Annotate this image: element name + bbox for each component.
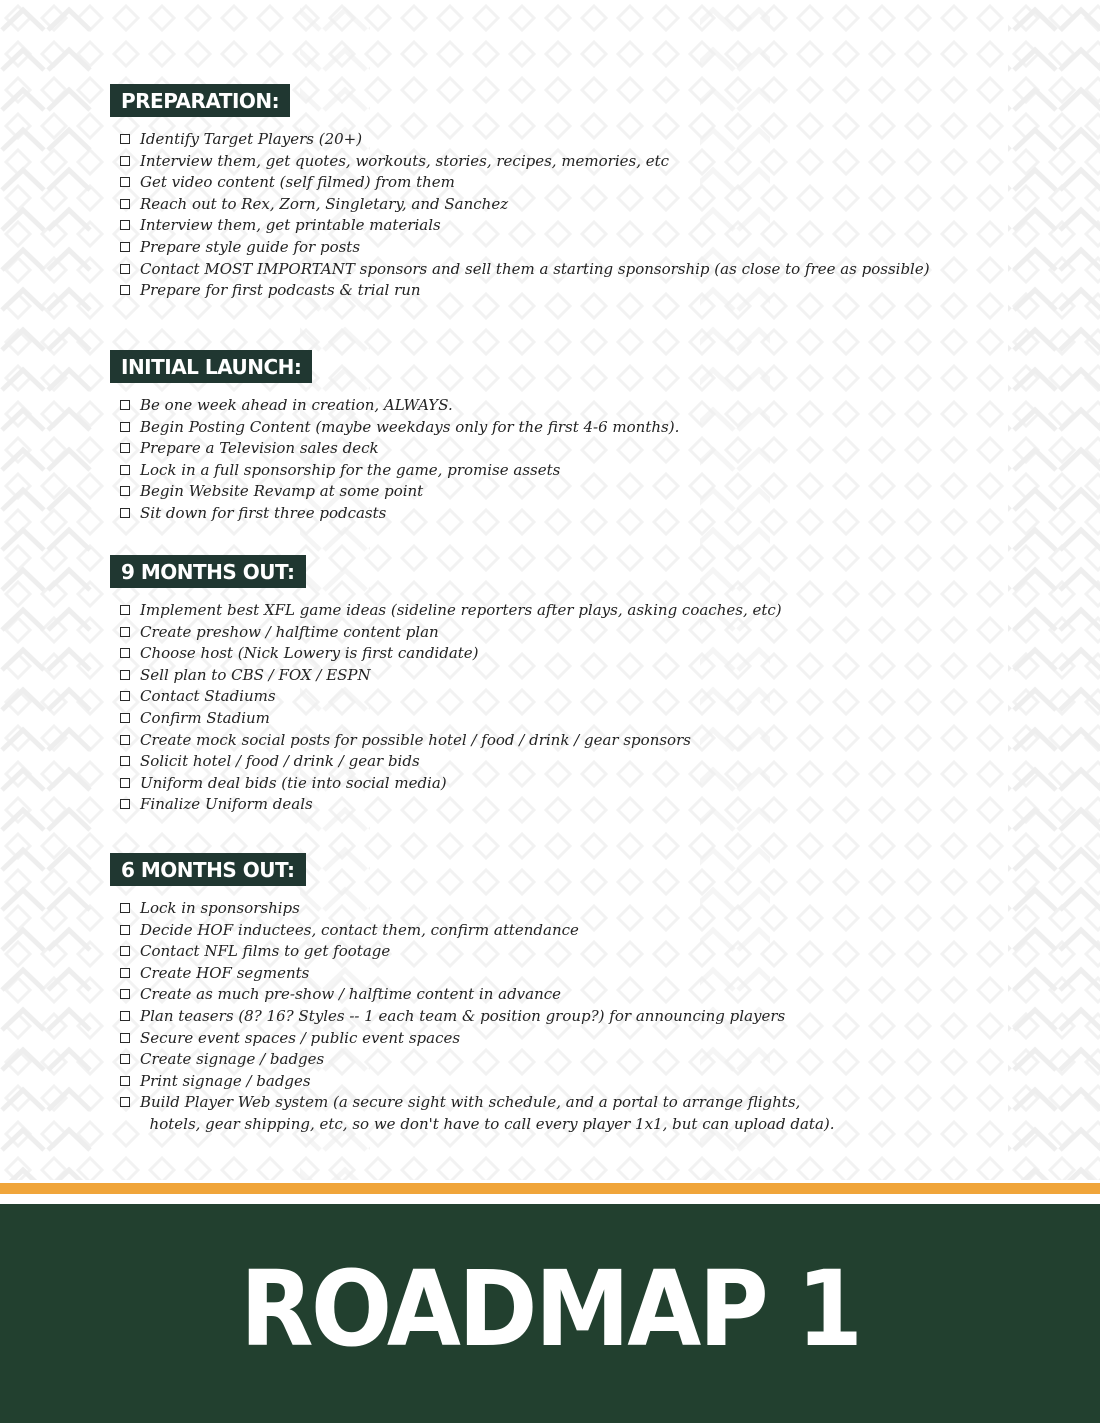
item-text: Prepare style guide for posts [140, 237, 361, 256]
section-header: 6 MONTHS OUT: [110, 853, 306, 886]
checkbox[interactable] [120, 778, 130, 788]
checklist-item [120, 129, 1010, 151]
gold-stripe [0, 1183, 1100, 1194]
item-text: Lock in a full sponsorship for the game, promise assets [140, 460, 561, 479]
item-text: Plan teasers (8? 16? Styles -- 1 each team & position group?) for announcing players [140, 1006, 786, 1025]
item-text: Choose host (Nick Lowery is first candidate) [140, 644, 479, 663]
checklist-item [120, 773, 1010, 795]
item-text: Create HOF segments [140, 963, 310, 982]
footer-banner [0, 1204, 1100, 1423]
item-text: Interview them, get printable materials [140, 216, 441, 235]
checkbox[interactable] [120, 220, 130, 230]
checklist-item [120, 1071, 1010, 1093]
checklist-item [120, 794, 1010, 816]
checklist [110, 395, 1010, 525]
item-text: Decide HOF inductees, contact them, confirm attendance [140, 920, 579, 939]
item-text: Reach out to Rex, Zorn, Singletary, and Sanchez [140, 194, 509, 213]
checklist-item [120, 1092, 1010, 1135]
checkbox[interactable] [120, 946, 130, 956]
item-text: Lock in sponsorships [140, 899, 300, 917]
checklist-item [120, 438, 1010, 460]
item-text: Prepare for first podcasts & trial run [140, 281, 421, 300]
checkbox[interactable] [120, 1097, 130, 1107]
checkbox[interactable] [120, 486, 130, 496]
checkbox[interactable] [120, 443, 130, 453]
checkbox[interactable] [120, 422, 130, 432]
checklist-item [120, 665, 1010, 687]
item-text: Create preshow / halftime content plan [140, 622, 439, 641]
checkbox[interactable] [120, 242, 130, 252]
checkbox[interactable] [120, 465, 130, 475]
section-header: INITIAL LAUNCH: [110, 350, 312, 383]
checklist-item [120, 460, 1010, 482]
checkbox[interactable] [120, 670, 130, 680]
checkbox[interactable] [120, 735, 130, 745]
checklist-item [120, 730, 1010, 752]
checklist-item [120, 417, 1010, 439]
checkbox[interactable] [120, 508, 130, 518]
checkbox[interactable] [120, 799, 130, 809]
checklist-item [120, 215, 1010, 237]
checkbox[interactable] [120, 156, 130, 166]
checkbox[interactable] [120, 1054, 130, 1064]
checkbox[interactable] [120, 925, 130, 935]
item-text: Build Player Web system (a secure sight with schedule, and a portal to arrange flights, hotels, gear shipping, etc, so we don't have to call every player 1x1, but can upload data). [140, 1093, 835, 1133]
item-text: Identify Target Players (20+) [140, 130, 363, 148]
item-text: Interview them, get quotes, workouts, stories, recipes, memories, etc [140, 151, 670, 170]
checklist-item [120, 172, 1010, 194]
checkbox[interactable] [120, 989, 130, 999]
checklist-item [120, 898, 1010, 920]
section-9-months-out [110, 555, 1010, 816]
footer-title: ROADMAP 1 [239, 1247, 861, 1370]
checklist-item [120, 395, 1010, 417]
item-text: Get video content (self filmed) from them [140, 173, 455, 192]
section-header: 9 MONTHS OUT: [110, 555, 306, 588]
checkbox[interactable] [120, 177, 130, 187]
item-text: Create signage / badges [140, 1050, 325, 1069]
item-text: Implement best XFL game ideas (sideline reporters after plays, asking coaches, etc) [140, 601, 782, 619]
checkbox[interactable] [120, 1011, 130, 1021]
checklist-item [120, 751, 1010, 773]
checklist-item [120, 194, 1010, 216]
section-initial-launch [110, 350, 1010, 525]
checkbox[interactable] [120, 968, 130, 978]
checkbox[interactable] [120, 627, 130, 637]
checklist-item [120, 622, 1010, 644]
item-text: Contact Stadiums [140, 687, 276, 706]
checklist-item [120, 1006, 1010, 1028]
item-text: Secure event spaces / public event spaces [140, 1028, 461, 1047]
checkbox[interactable] [120, 903, 130, 913]
checklist-item [120, 686, 1010, 708]
item-text: Uniform deal bids (tie into social media) [140, 773, 447, 792]
section-6-months-out [110, 853, 1010, 1136]
checkbox[interactable] [120, 199, 130, 209]
checklist-item [120, 237, 1010, 259]
item-text: Be one week ahead in creation, ALWAYS. [140, 396, 453, 414]
checklist-item [120, 643, 1010, 665]
item-text: Confirm Stadium [140, 708, 270, 727]
item-text: Begin Website Revamp at some point [140, 482, 424, 501]
checklist-item [120, 280, 1010, 302]
checklist-item [120, 920, 1010, 942]
item-text: Create as much pre-show / halftime content in advance [140, 985, 562, 1004]
checkbox[interactable] [120, 756, 130, 766]
checklist [110, 600, 1010, 816]
checklist-item [120, 151, 1010, 173]
checkbox[interactable] [120, 285, 130, 295]
item-text: Begin Posting Content (maybe weekdays only for the first 4-6 months). [140, 417, 680, 436]
checkbox[interactable] [120, 605, 130, 615]
checkbox[interactable] [120, 400, 130, 410]
checkbox[interactable] [120, 134, 130, 144]
item-text: Prepare a Television sales deck [140, 439, 379, 458]
checkbox[interactable] [120, 648, 130, 658]
section-header: PREPARATION: [110, 84, 290, 117]
checklist-item [120, 708, 1010, 730]
checklist-item [120, 984, 1010, 1006]
item-text: Sell plan to CBS / FOX / ESPN [140, 665, 371, 684]
item-text: Sit down for first three podcasts [140, 503, 387, 522]
checklist-item [120, 963, 1010, 985]
checkbox[interactable] [120, 264, 130, 274]
item-text: Contact NFL films to get footage [140, 942, 391, 961]
checklist-item [120, 259, 1010, 281]
item-text: Contact MOST IMPORTANT sponsors and sell them a starting sponsorship (as close to free as possible) [140, 259, 930, 278]
checklist [110, 898, 1010, 1136]
checklist-item [120, 941, 1010, 963]
checkbox[interactable] [120, 691, 130, 701]
checkbox[interactable] [120, 713, 130, 723]
checklist-item [120, 1049, 1010, 1071]
item-text: Finalize Uniform deals [140, 795, 313, 814]
checkbox[interactable] [120, 1033, 130, 1043]
checklist-item [120, 481, 1010, 503]
checklist-item [120, 503, 1010, 525]
item-text: Create mock social posts for possible hotel / food / drink / gear sponsors [140, 730, 691, 749]
section-preparation [110, 84, 1010, 302]
item-text: Print signage / badges [140, 1071, 311, 1090]
checkbox[interactable] [120, 1076, 130, 1086]
checklist [110, 129, 1010, 302]
white-stripe [0, 1194, 1100, 1204]
checklist-item [120, 600, 1010, 622]
checklist-item [120, 1028, 1010, 1050]
item-text: Solicit hotel / food / drink / gear bids [140, 752, 420, 771]
